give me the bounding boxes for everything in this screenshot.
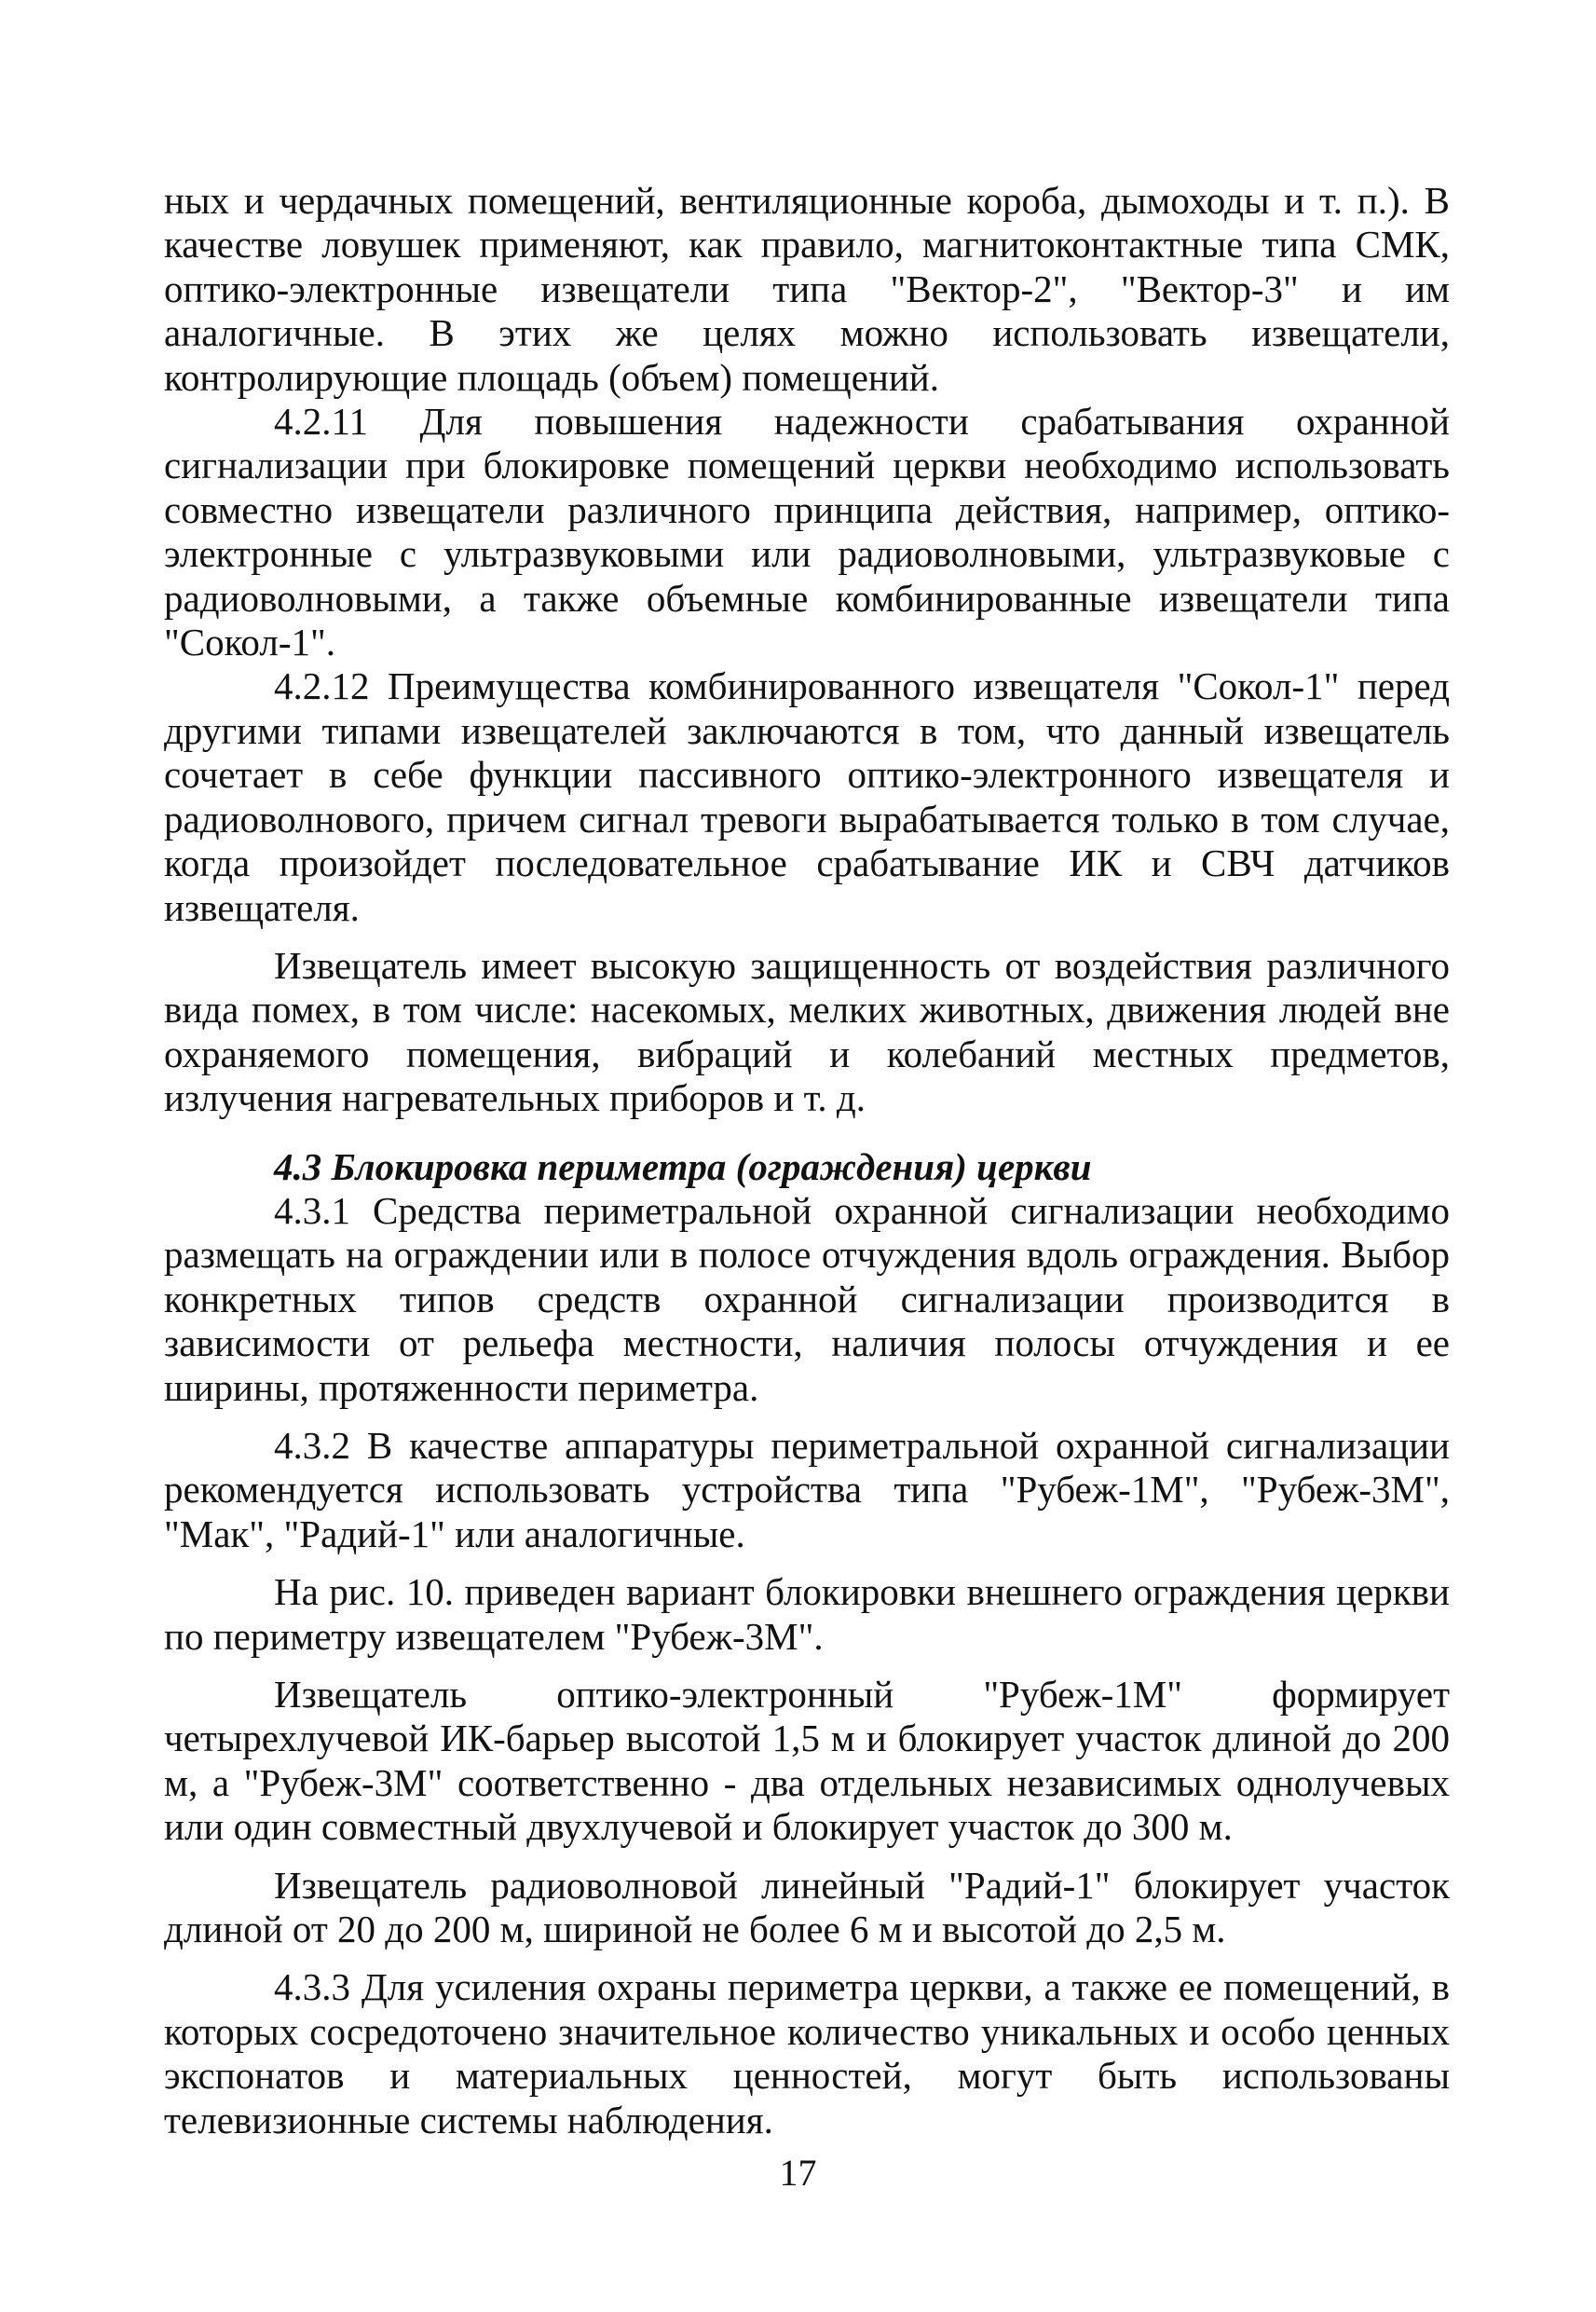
- paragraph-detector-protection: Извещатель имеет высокую защищенность от воздействия различного вида помех, в том числе: насекомых, мелких животных, движения людей вне охраняемого помещения, вибраций и колебаний местных предметов, излучения нагревательных приборов и т. д.: [164, 943, 1450, 1120]
- paragraph-4-2-11: 4.2.11 Для повышения надежности срабатывания охранной сигнализации при блокировке помещений церкви необходимо использовать совместно извещатели различного принципа действия, например, оптико-электронные с ультразвуковыми или радиоволновыми, ультразвуковые с радиоволновыми, а также объемные комбинированные извещатели типа "Сокол-1".: [164, 400, 1450, 664]
- paragraph-4-3-1: 4.3.1 Средства периметральной охранной сигнализации необходимо размещать на ограждении или в полосе отчуждения вдоль ограждения. Выбор конкретных типов средств охранной сигнализации производится в зависимости от рельефа местности, наличия полосы отчуждения и ее ширины, протяженности периметра.: [164, 1188, 1450, 1409]
- paragraph-radiy-1: Извещатель радиоволновой линейный "Радий-1" блокирует участок длиной от 20 до 200 м, шириной не более 6 м и высотой до 2,5 м.: [164, 1863, 1450, 1951]
- paragraph-4-3-2: 4.3.2 В качестве аппаратуры периметральной охранной сигнализации рекомендуется использовать устройства типа "Рубеж-1М", "Рубеж-3М", "Мак", "Радий-1" или аналогичные.: [164, 1423, 1450, 1555]
- paragraph-figure-10: На рис. 10. приведен вариант блокировки внешнего ограждения церкви по периметру извещателем "Рубеж-3М".: [164, 1570, 1450, 1658]
- document-body: [164, 179, 1450, 2142]
- paragraph-continuation: ных и чердачных помещений, вентиляционные короба, дымоходы и т. п.). В качестве ловушек применяют, как правило, магнитоконтактные типа СМК, оптико-электронные извещатели типа "Вектор-2", "Вектор-3" и им аналогичные. В этих же целях можно использовать извещатели, контролирующие площадь (объем) помещений.: [164, 179, 1450, 399]
- paragraph-4-2-12: 4.2.12 Преимущества комбинированного извещателя "Сокол-1" перед другими типами извещателей заключаются в том, что данный извещатель сочетает в себе функции пассивного оптико-электронного извещателя и радиоволнового, причем сигнал тревоги вырабатывается только в том случае, когда произойдет последовательное срабатывание ИК и СВЧ датчиков извещателя.: [164, 664, 1450, 929]
- section-heading: 4.3 Блокировка периметра (ограждения) церкви: [274, 1144, 1092, 1188]
- paragraph-4-3-3: 4.3.3 Для усиления охраны периметра церкви, а также ее помещений, в которых сосредоточено значительное количество уникальных и особо ценных экспонатов и материальных ценностей, могут быть использованы телевизионные системы наблюдения.: [164, 1965, 1450, 2141]
- page-number: 17: [779, 2152, 817, 2194]
- paragraph-rubezh-1m: Извещатель оптико-электронный "Рубеж-1М" формирует четырехлучевой ИК-барьер высотой 1,5 м и блокирует участок длиной до 200 м, а "Рубеж-3М" соответственно - два отдельных независимых однолучевых или один совместный двухлучевой и блокирует участок до 300 м.: [164, 1673, 1450, 1849]
